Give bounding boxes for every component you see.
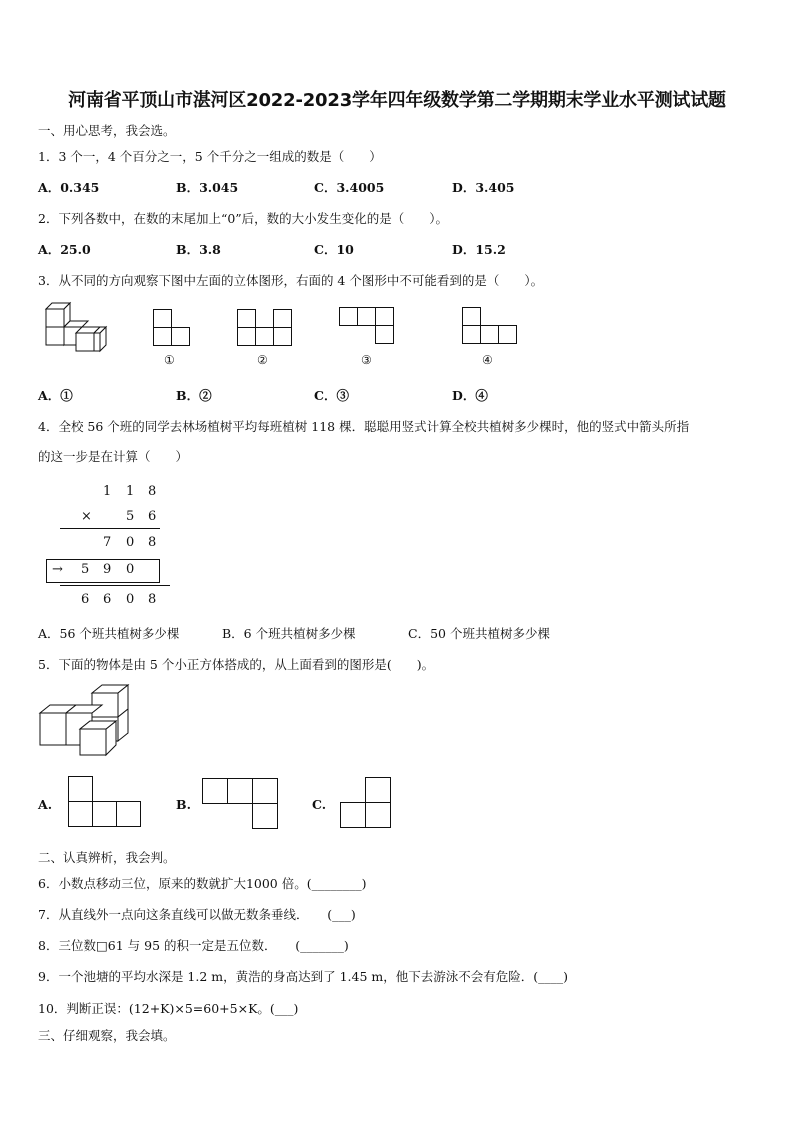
- mul-rule-1: [60, 528, 160, 529]
- q2-option-c[interactable]: C．10: [314, 242, 354, 257]
- q5-option-b-figure: [202, 778, 282, 832]
- question-4-line-2: 的这一步是在计算（ ）: [38, 449, 189, 464]
- q3-view-3-figure: [339, 307, 399, 347]
- q5-option-b[interactable]: B.: [176, 797, 191, 812]
- arrow-icon: →: [52, 562, 63, 577]
- question-5: 5．下面的物体是由 5 个小正方体搭成的，从上面看到的图形是( )。: [38, 657, 435, 672]
- q3-view-2-label: ②: [257, 353, 268, 367]
- q5-option-a-figure: [68, 776, 144, 830]
- q3-solid-figure: [40, 300, 110, 358]
- mul-digit: 9: [103, 562, 112, 577]
- section-1-heading: 一、用心思考，我会选。: [38, 123, 176, 138]
- mul-digit: 5: [126, 509, 135, 524]
- mul-digit: 8: [148, 592, 157, 607]
- mul-digit: 0: [126, 592, 135, 607]
- mul-digit: 7: [103, 535, 112, 550]
- mul-digit: 8: [148, 535, 157, 550]
- question-10: 10．判断正误：(12+K)×5=60+5×K。(___): [38, 1001, 299, 1016]
- q4-option-b[interactable]: B．6 个班共植树多少棵: [222, 626, 356, 641]
- q5-solid-figure: [38, 683, 138, 757]
- q1-option-c[interactable]: C．3.4005: [314, 180, 385, 195]
- q3-option-d[interactable]: D．④: [452, 388, 488, 403]
- q3-view-4-label: ④: [482, 353, 493, 367]
- question-7: 7．从直线外一点向这条直线可以做无数条垂线． (___): [38, 907, 356, 922]
- q2-option-a[interactable]: A．25.0: [38, 242, 91, 257]
- section-2-heading: 二、认真辨析，我会判。: [38, 850, 176, 865]
- mul-digit: 1: [103, 484, 112, 499]
- question-3: 3．从不同的方向观察下图中左面的立体图形，右面的 4 个图形中不可能看到的是（ ）。: [38, 273, 544, 288]
- section-3-heading: 三、仔细观察，我会填。: [38, 1028, 176, 1043]
- q3-option-a[interactable]: A．①: [38, 388, 73, 403]
- q1-option-d[interactable]: D．3.405: [452, 180, 515, 195]
- mul-rule-2: [60, 585, 170, 586]
- q5-option-c-figure: [340, 777, 394, 831]
- q5-option-a[interactable]: A.: [38, 797, 53, 812]
- mul-digit: 5: [81, 562, 90, 577]
- q3-option-b[interactable]: B．②: [176, 388, 212, 403]
- q5-option-c[interactable]: C.: [312, 797, 327, 812]
- mul-digit: 8: [148, 484, 157, 499]
- page-title: 河南省平顶山市湛河区2022-2023学年四年级数学第二学期期末学业水平测试试题: [68, 90, 726, 111]
- question-4-line-1: 4．全校 56 个班的同学去林场植树平均每班植树 118 棵．聪聪用竖式计算全校共植树多少棵时，他的竖式中箭头所指: [38, 419, 690, 434]
- multiply-sign: ×: [81, 509, 92, 524]
- q3-view-1-figure: [153, 309, 193, 349]
- mul-digit: 0: [126, 562, 135, 577]
- q4-option-a[interactable]: A．56 个班共植树多少棵: [38, 626, 180, 641]
- mul-digit: 6: [103, 592, 112, 607]
- q1-option-b[interactable]: B．3.045: [176, 180, 239, 195]
- q1-option-a[interactable]: A．0.345: [38, 180, 100, 195]
- q2-option-b[interactable]: B．3.8: [176, 242, 221, 257]
- q3-option-c[interactable]: C．③: [314, 388, 349, 403]
- q2-option-d[interactable]: D．15.2: [452, 242, 506, 257]
- mul-digit: 6: [81, 592, 90, 607]
- mul-digit: 1: [126, 484, 135, 499]
- question-6: 6．小数点移动三位，原来的数就扩大1000 倍。(________): [38, 876, 367, 891]
- mul-digit: 6: [148, 509, 157, 524]
- question-2: 2．下列各数中，在数的末尾加上“0”后，数的大小发生变化的是（ ）。: [38, 211, 448, 226]
- question-1: 1．3 个一，4 个百分之一，5 个千分之一组成的数是（ ）: [38, 149, 382, 164]
- q3-view-4-figure: [462, 307, 522, 347]
- mul-digit: 0: [126, 535, 135, 550]
- q3-view-2-figure: [237, 309, 295, 349]
- question-9: 9．一个池塘的平均水深是 1.2 m，黄浩的身高达到了 1.45 m，他下去游泳不会有危险．(____): [38, 969, 569, 984]
- question-8: 8．三位数□61 与 95 的积一定是五位数． (_______): [38, 938, 349, 953]
- q3-view-1-label: ①: [164, 353, 175, 367]
- q3-view-3-label: ③: [361, 353, 372, 367]
- q4-option-c[interactable]: C．50 个班共植树多少棵: [408, 626, 550, 641]
